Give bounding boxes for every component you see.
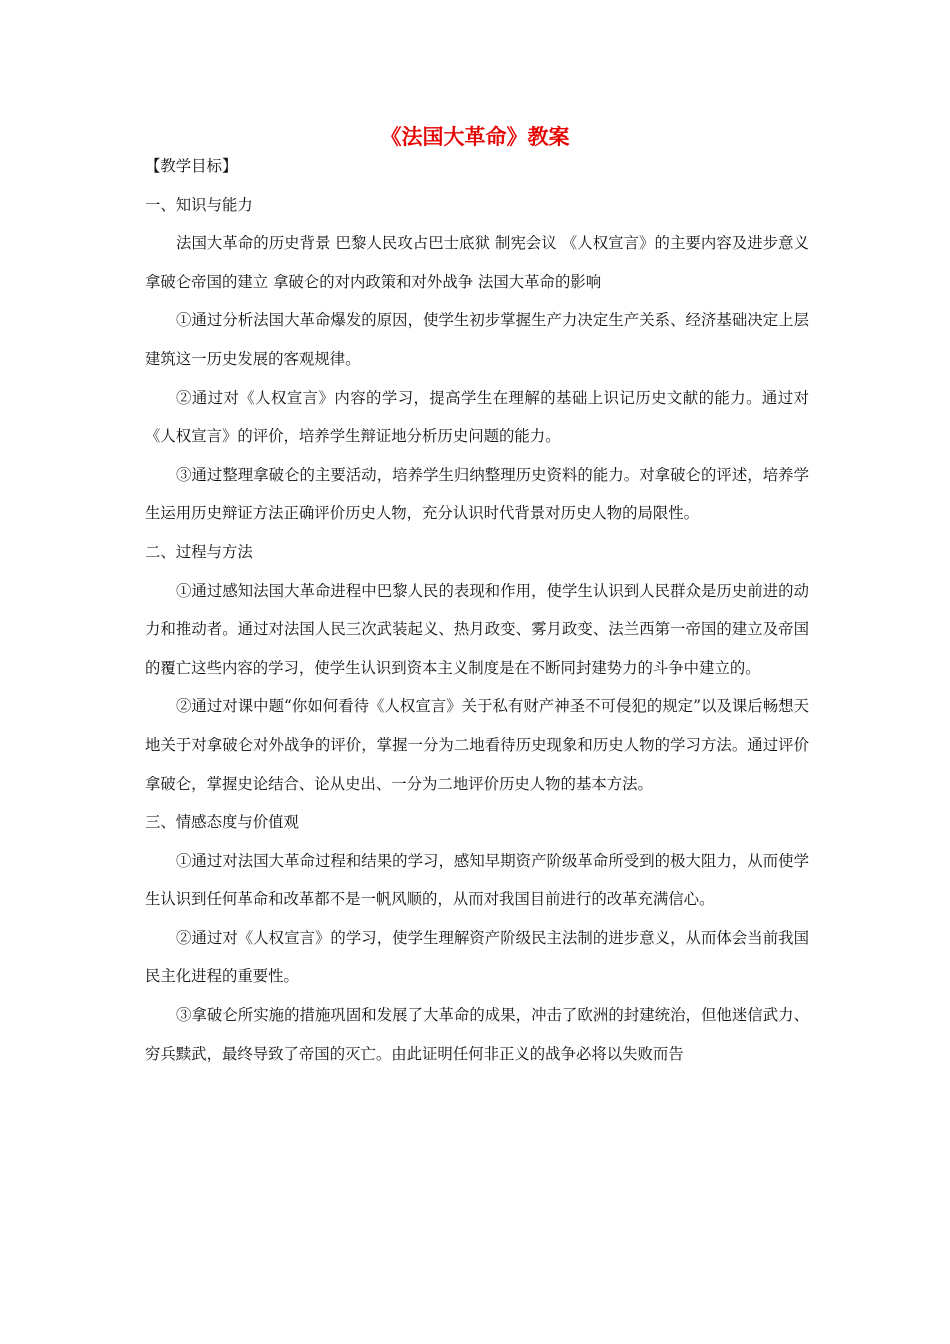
paragraph: ①通过感知法国大革命进程中巴黎人民的表现和作用，使学生认识到人民群众是历史前进的动力和推动者。通过对法国人民三次武装起义、热月政变、雾月政变、法兰西第一帝国的建立及帝国的覆亡这些内容的学习，使学生认识到资本主义制度是在不断同封建势力的斗争中建立的。 bbox=[145, 581, 809, 677]
section-label-objectives: 【教学目标】 bbox=[145, 157, 238, 175]
paragraph: ③拿破仑所实施的措施巩固和发展了大革命的成果，冲击了欧洲的封建统治，但他迷信武力、穷兵黩武，最终导致了帝国的灭亡。由此证明任何非正义的战争必将以失败而告 bbox=[145, 1006, 809, 1063]
section-heading-values: 三、情感态度与价值观 bbox=[145, 813, 299, 832]
document-title: 《法国大革命》教案 bbox=[380, 125, 570, 149]
paragraph: ②通过对《人权宣言》内容的学习，提高学生在理解的基础上识记历史文献的能力。通过对《人权宣言》的评价，培养学生辩证地分析历史问题的能力。 bbox=[145, 388, 809, 446]
paragraph: ①通过分析法国大革命爆发的原因，使学生初步掌握生产力决定生产关系、经济基础决定上层建筑这一历史发展的客观规律。 bbox=[145, 311, 809, 368]
paragraph: ②通过对课中题“你如何看待《人权宣言》关于私有财产神圣不可侵犯的规定”以及课后畅想天地关于对拿破仑对外战争的评价，掌握一分为二地看待历史现象和历史人物的学习方法。通过评价拿破仑，掌握史论结合、论从史出、一分为二地评价历史人物的基本方法。 bbox=[145, 697, 809, 793]
section-heading-process: 二、过程与方法 bbox=[145, 542, 253, 561]
document-body bbox=[145, 147, 809, 1073]
paragraph: 法国大革命的历史背景 巴黎人民攻占巴士底狱 制宪会议 《人权宣言》的主要内容及进步意义 拿破仑帝国的建立 拿破仑的对内政策和对外战争 法国大革命的影响 bbox=[145, 234, 809, 291]
paragraph: ②通过对《人权宣言》的学习，使学生理解资产阶级民主法制的进步意义，从而体会当前我国民主化进程的重要性。 bbox=[145, 928, 809, 986]
section-heading-knowledge: 一、知识与能力 bbox=[145, 195, 253, 214]
paragraph: ③通过整理拿破仑的主要活动，培养学生归纳整理历史资料的能力。对拿破仑的评述，培养学生运用历史辩证方法正确评价历史人物，充分认识时代背景对历史人物的局限性。 bbox=[145, 465, 809, 523]
paragraph: ①通过对法国大革命过程和结果的学习，感知早期资产阶级革命所受到的极大阻力，从而使学生认识到任何革命和改革都不是一帆风顺的，从而对我国目前进行的改革充满信心。 bbox=[145, 851, 809, 909]
